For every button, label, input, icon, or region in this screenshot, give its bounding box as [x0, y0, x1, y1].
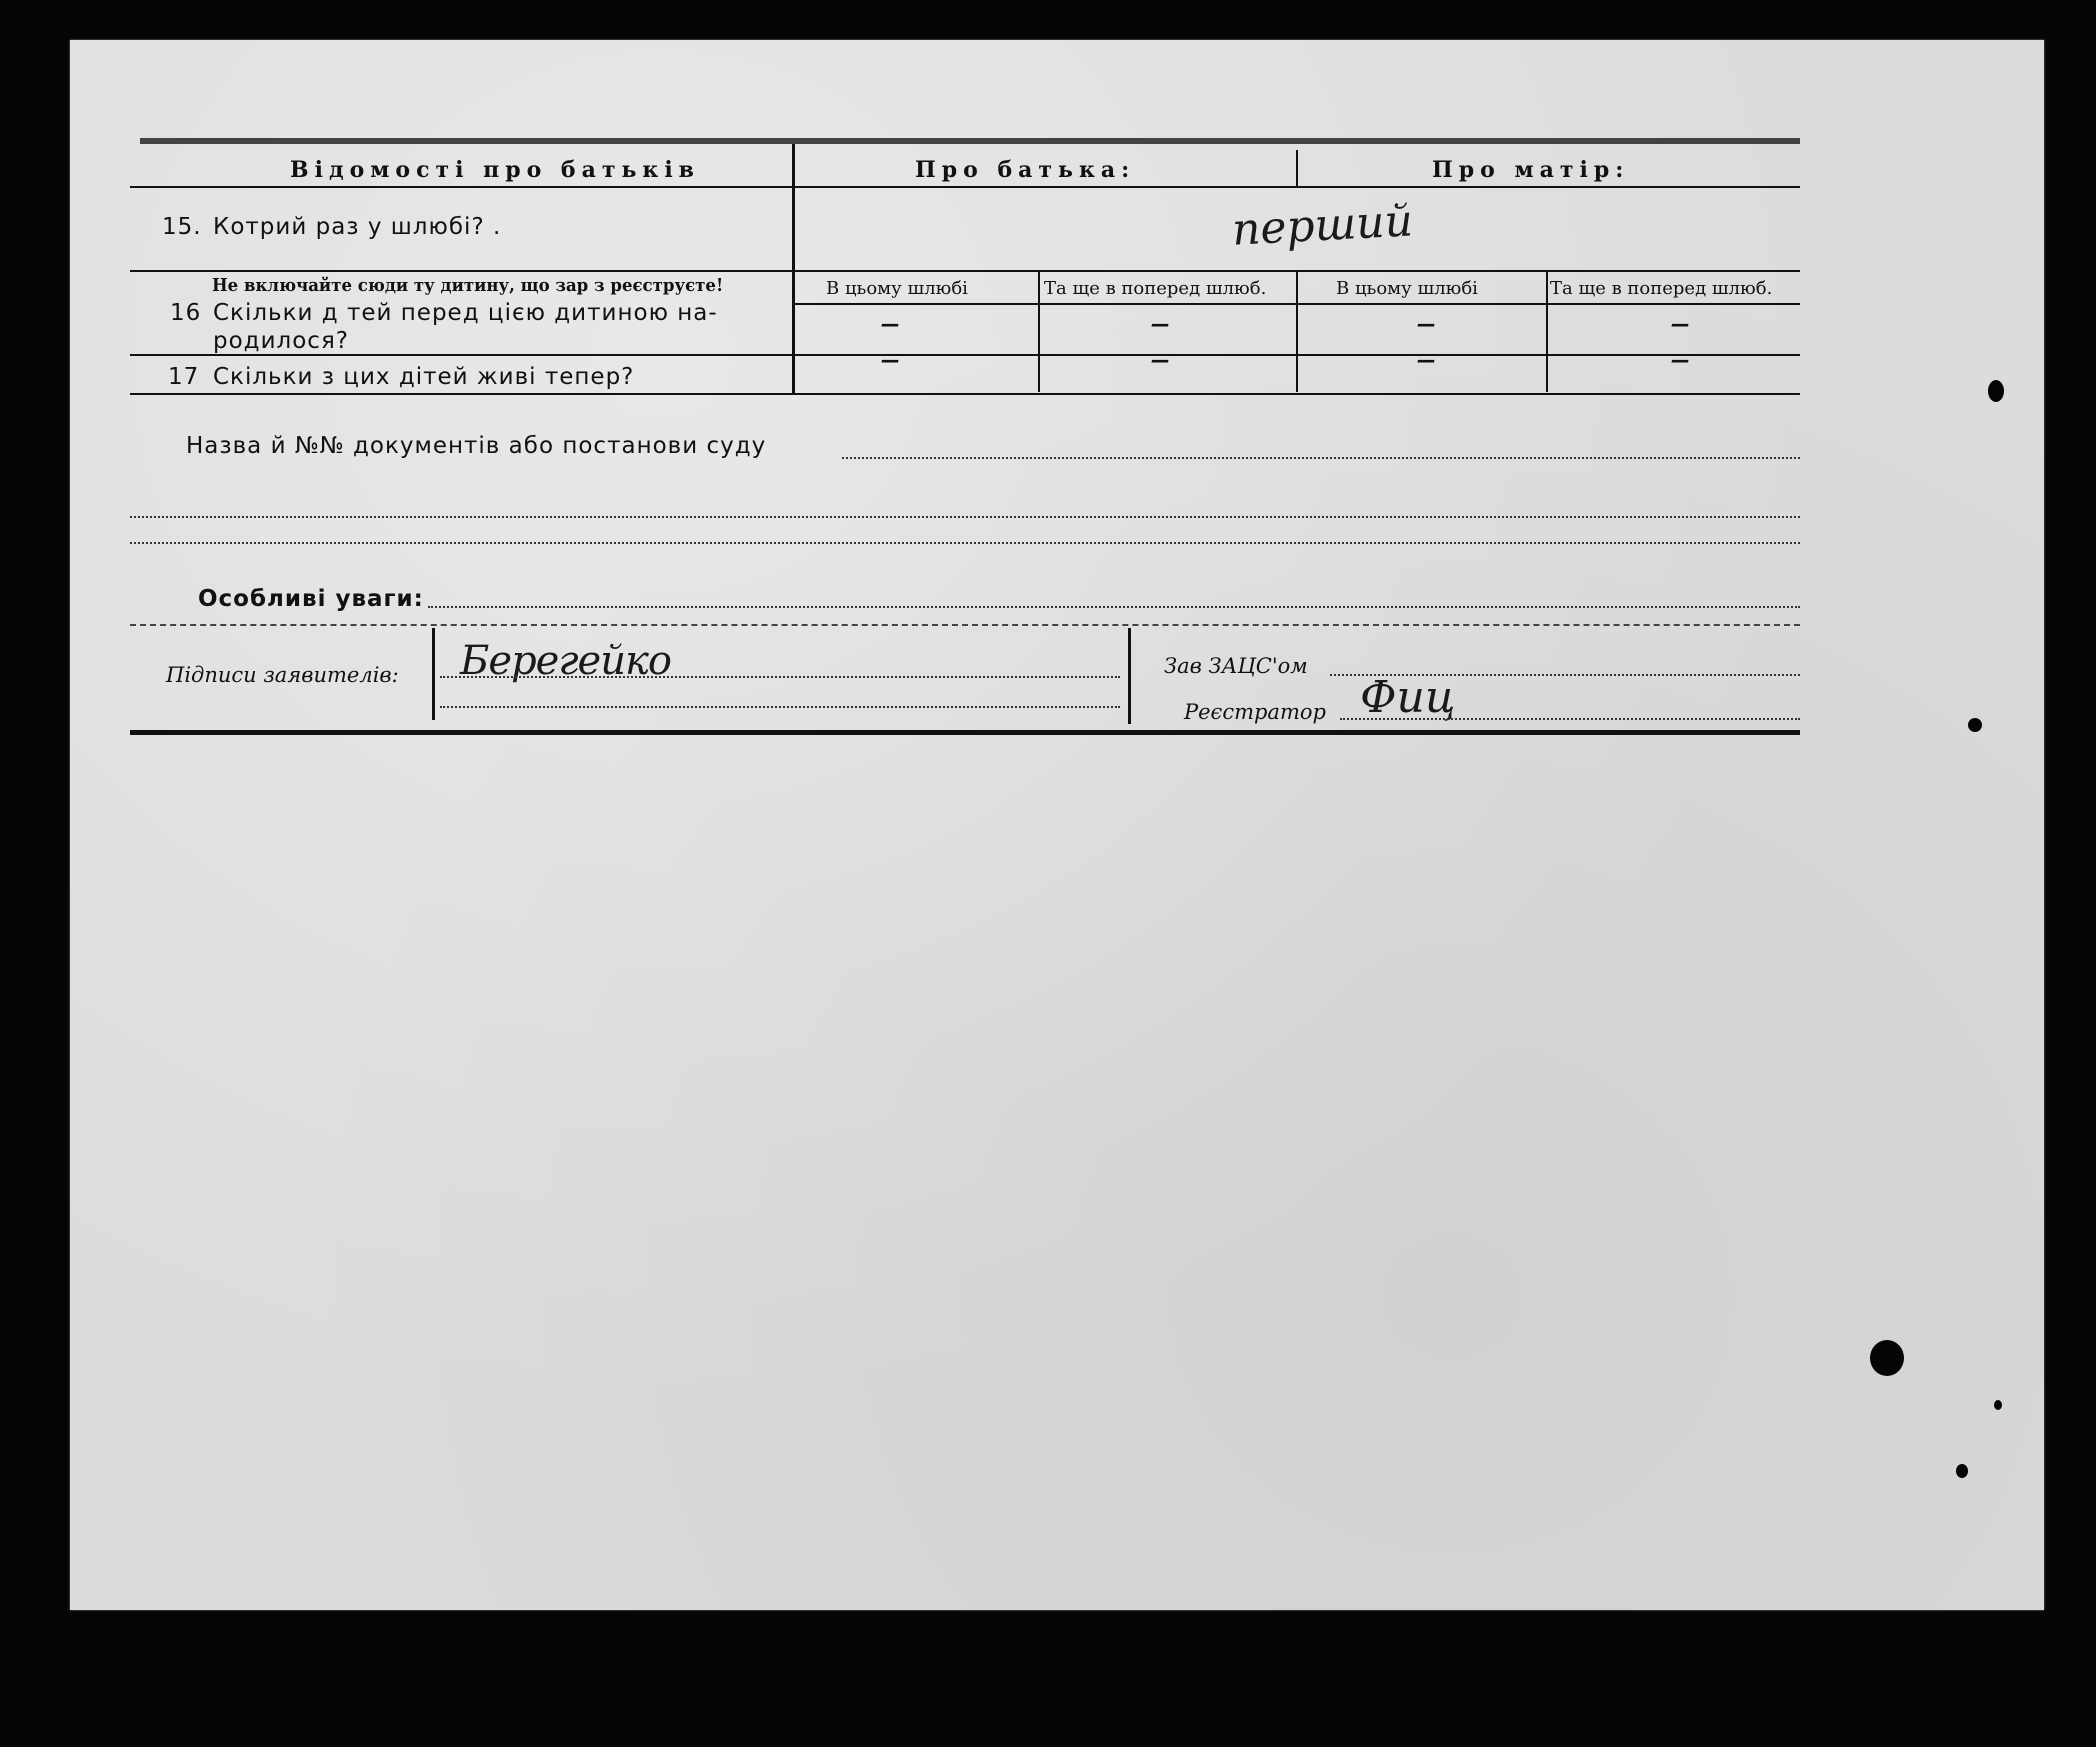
applicant-signature-line-1: [440, 676, 1120, 678]
applicant-signature: Берегейко: [460, 638, 671, 684]
documents-line-1: [842, 457, 1800, 459]
q16-answer-mother-prev: –: [1670, 300, 1690, 346]
q15-answer-handwritten: перший: [1230, 195, 1415, 256]
top-thick-rule: [140, 138, 1800, 144]
row17-rule: [130, 393, 1800, 395]
q17-answer-mother-this: –: [1416, 336, 1436, 382]
header-info: Відомості про батьків: [290, 157, 700, 183]
q15-number: 15.: [162, 214, 202, 240]
q16-subheader-mother-prev: Та ще в поперед шлюб.: [1550, 278, 1773, 299]
special-notes-label: Особливі уваги:: [198, 586, 424, 612]
q16-text-line1: Скільки д тей перед цією дитиною на-: [213, 300, 718, 326]
registrar-signature-line: [1340, 718, 1800, 720]
special-notes-line: [428, 606, 1800, 608]
row16-rule: [130, 354, 1800, 356]
punch-hole: [1968, 718, 1982, 732]
q16-text-line2: родилося?: [213, 328, 349, 354]
q15-text: Котрий раз у шлюбі? .: [213, 214, 502, 240]
documents-line-3: [130, 542, 1800, 544]
header-mother: Про матір:: [1432, 157, 1630, 183]
q16-answer-mother-this: –: [1416, 300, 1436, 346]
signature-divider-left: [432, 628, 435, 720]
divider-father-sub: [1038, 272, 1040, 392]
bottom-thick-rule: [130, 730, 1800, 735]
q17-answer-father-prev: –: [1150, 336, 1170, 382]
documents-line-2: [130, 516, 1800, 518]
torn-hole: [1870, 1340, 1904, 1376]
q16-answer-father-this: –: [880, 300, 900, 346]
q17-answer-father-this: –: [880, 336, 900, 382]
punch-hole: [1994, 1400, 2002, 1410]
divider-father-mother: [1296, 272, 1298, 392]
header-father: Про батька:: [915, 157, 1136, 183]
applicants-label: Підписи заявителів:: [166, 663, 399, 687]
signature-divider-right: [1128, 628, 1131, 724]
q17-answer-mother-prev: –: [1670, 336, 1690, 382]
q16-subheader-father-this: В цьому шлюбі: [826, 278, 968, 299]
divider-mother-sub: [1546, 272, 1548, 392]
head-label: Зав ЗАЦС'ом: [1164, 654, 1308, 678]
punch-hole: [1956, 1464, 1968, 1478]
q17-text: Скільки з цих дітей живі тепер?: [213, 364, 635, 390]
q16-subheader-father-prev: Та ще в поперед шлюб.: [1044, 278, 1267, 299]
documents-label: Назва й №№ документів або постанови суду: [186, 433, 767, 459]
punch-hole: [1988, 380, 2004, 402]
q16-number: 16: [170, 300, 202, 326]
applicant-signature-line-2: [440, 706, 1120, 708]
q16-note: Не включайте сюди ту дитину, що зар з реєструєте!: [212, 275, 724, 296]
row15-rule: [130, 270, 1800, 272]
q16-answer-father-prev: –: [1150, 300, 1170, 346]
q17-number: 17: [168, 364, 200, 390]
divider-father-mother-header: [1296, 150, 1298, 188]
divider-info-father: [792, 144, 795, 394]
registrar-signature: Фиц: [1360, 672, 1456, 723]
special-notes-line-2: [130, 624, 1800, 626]
header-rule: [130, 186, 1800, 188]
subheader-rule: [794, 303, 1800, 305]
registrar-label: Реєстратор: [1184, 700, 1326, 724]
q16-subheader-mother-this: В цьому шлюбі: [1336, 278, 1478, 299]
